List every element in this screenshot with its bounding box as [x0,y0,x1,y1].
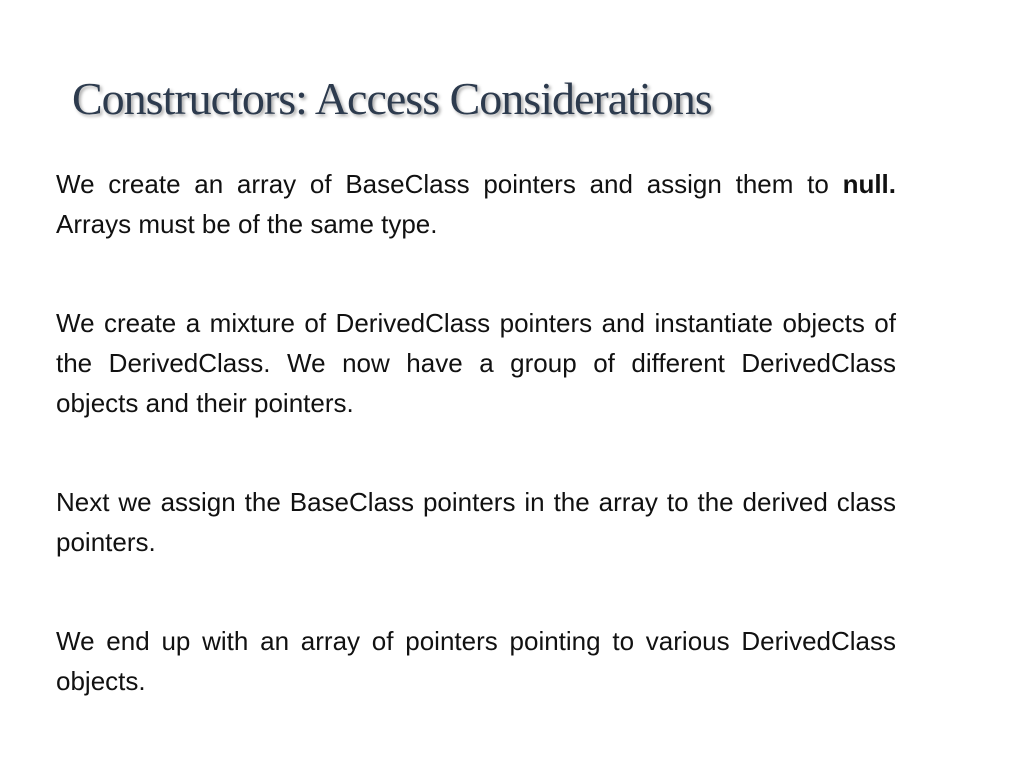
slide-body [56,164,896,701]
paragraph-1-text-start: We create an array of BaseClass pointers and assign them to [56,169,843,199]
paragraph-1-text-end: Arrays must be of the same type. [56,209,438,239]
slide-title: Constructors: Access Considerations [72,73,712,124]
paragraph-3: Next we assign the BaseClass pointers in the array to the derived class pointers. [56,487,896,557]
null-keyword: null. [842,169,896,199]
paragraph-1 [56,164,896,244]
paragraph-2: We create a mixture of DerivedClass pointers and instantiate objects of the DerivedClass. We now have a group of different DerivedClass objects and their pointers. [56,308,896,418]
paragraph-4: We end up with an array of pointers pointing to various DerivedClass objects. [56,626,896,696]
